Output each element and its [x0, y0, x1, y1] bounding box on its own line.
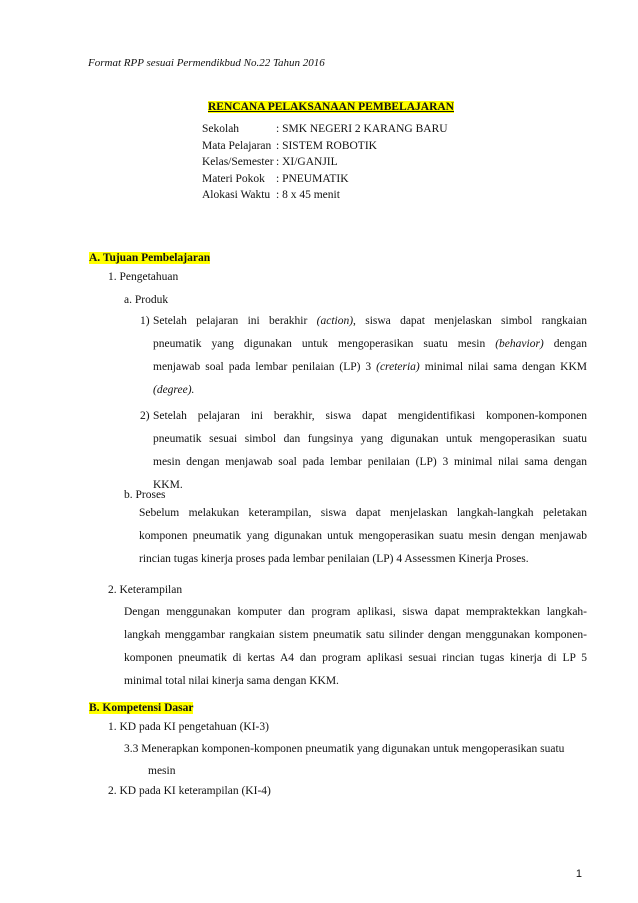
document-title: RENCANA PELAKSANAAN PEMBELAJARAN [208, 101, 454, 113]
info-row-kelas-semester [202, 156, 448, 173]
produk-1-line-3 [153, 361, 587, 373]
produk-1-line-4 [153, 384, 194, 396]
text-span: , siswa dapat menjelaskan simbol rangkaian [353, 315, 587, 327]
kd-3-3-line-1: 3.3 Menerapkan komponen-komponen pneumatik yang digunakan untuk mengoperasikan suatu [124, 743, 565, 755]
text-span: pneumatik yang digunakan untuk mengoperasikan suatu mesin [153, 338, 486, 350]
text-span: dengan [553, 338, 587, 350]
produk-2-line-3: mesin dengan menjawab soal pada lembar penilaian (LP) 3 minimal nilai sama dengan [153, 456, 587, 468]
proses-line-1: Sebelum melakukan keterampilan, siswa dapat menjelaskan langkah-langkah peletakan [139, 507, 587, 519]
header-note: Format RPP sesuai Permendikbud No.22 Tahun 2016 [88, 57, 325, 69]
proses-line-2: komponen pneumatik yang digunakan untuk mengoperasikan suatu mesin dengan menjawab [139, 530, 587, 542]
text-span: Setelah pelajaran ini berakhir [153, 315, 308, 327]
italic-term: (action) [316, 315, 354, 327]
italic-term: (behavior) [495, 338, 544, 350]
page-number: 1 [575, 868, 582, 880]
produk-label: a. Produk [124, 294, 169, 306]
keterampilan-label: 2. Keterampilan [108, 584, 183, 596]
pengetahuan-label: 1. Pengetahuan [108, 271, 179, 283]
info-value: : PNEUMATIK [276, 172, 349, 185]
info-label: Kelas/Semester [202, 156, 274, 168]
produk-1-line-2 [153, 338, 587, 350]
info-row-alokasi-waktu [202, 189, 448, 206]
kd-pengetahuan-label: 1. KD pada KI pengetahuan (KI-3) [108, 721, 269, 733]
text-span: minimal nilai sama dengan KKM [424, 361, 588, 373]
info-value: : SMK NEGERI 2 KARANG BARU [276, 123, 448, 135]
info-label: Mata Pelajaran [202, 139, 272, 152]
produk-1-number: 1) [140, 315, 150, 327]
info-row-mata-pelajaran [202, 140, 448, 157]
info-value: : SISTEM ROBOTIK [276, 139, 377, 152]
produk-2-line-4: KKM. [153, 479, 183, 491]
produk-2-number: 2) [140, 410, 150, 422]
produk-1-line-1 [153, 315, 587, 327]
section-b-heading: B. Kompetensi Dasar [89, 702, 194, 714]
italic-term: (degree). [153, 384, 195, 396]
info-value: : 8 x 45 menit [276, 189, 340, 201]
info-value: : XI/GANJIL [276, 156, 338, 168]
info-row-materi-pokok [202, 173, 448, 190]
produk-2-line-2: pneumatik sesuai simbol dan fungsinya yang digunakan untuk mengoperasikan suatu [153, 433, 587, 445]
kd-keterampilan-label: 2. KD pada KI keterampilan (KI-4) [108, 785, 271, 797]
info-label: Sekolah [202, 123, 240, 135]
keterampilan-line-2: langkah menggambar rangkaian sistem pneumatik satu silinder dengan menggunakan komponen- [124, 629, 587, 641]
info-table [202, 123, 448, 206]
keterampilan-line-1: Dengan menggunakan komputer dan program aplikasi, siswa dapat mempraktekkan langkah- [124, 606, 587, 618]
proses-label: b. Proses [124, 489, 166, 501]
keterampilan-line-3: komponen pneumatik di kertas A4 dan program aplikasi sesuai rincian tugas kinerja di LP 5 [124, 652, 587, 664]
produk-2-line-1: Setelah pelajaran ini berakhir, siswa dapat mengidentifikasi komponen-komponen [153, 410, 587, 422]
info-row-sekolah [202, 123, 448, 140]
info-label: Materi Pokok [202, 172, 265, 185]
proses-line-3: rincian tugas kinerja proses pada lembar penilaian (LP) 4 Assessmen Kinerja Proses. [139, 553, 529, 565]
kd-3-3-line-2: mesin [148, 765, 176, 777]
text-span: menjawab soal pada lembar penilaian (LP) 3 [153, 361, 372, 373]
italic-term: (creteria) [376, 361, 420, 373]
section-a-heading: A. Tujuan Pembelajaran [89, 252, 211, 264]
keterampilan-line-4: minimal total nilai kinerja sama dengan KKM. [124, 675, 339, 687]
info-label: Alokasi Waktu [202, 189, 271, 201]
